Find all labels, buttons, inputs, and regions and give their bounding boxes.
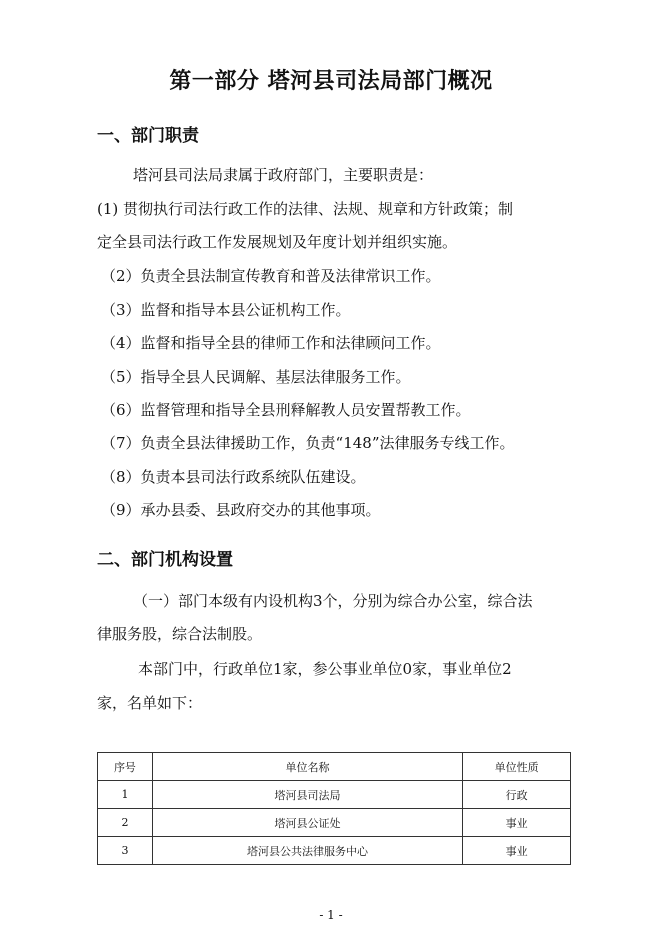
duty-item-3: （3）监督和指导本县公证机构工作。 <box>101 301 351 319</box>
cell-index: 1 <box>98 781 153 809</box>
cell-index: 3 <box>98 837 153 865</box>
duty-item-4: （4）监督和指导全县的律师工作和法律顾问工作。 <box>101 334 441 352</box>
structure-para-2-line-2: 家，名单如下： <box>97 694 203 712</box>
duties-intro: 塔河县司法局隶属于政府部门，主要职责是： <box>133 166 434 184</box>
duty-item-2: （2）负责全县法制宣传教育和普及法律常识工作。 <box>101 267 441 285</box>
duty-1-line-1: (1) 贯彻执行司法行政工作的法律、法规、规章和方针政策；制 <box>97 200 514 218</box>
cell-unit-type: 事业 <box>463 837 571 865</box>
cell-unit-name: 塔河县公共法律服务中心 <box>152 837 462 865</box>
duty-item-7: （7）负责全县法律援助工作，负责“148”法律服务专线工作。 <box>101 434 515 452</box>
cell-unit-type: 事业 <box>463 809 571 837</box>
cell-unit-type: 行政 <box>463 781 571 809</box>
table-row <box>98 837 571 865</box>
cell-index: 2 <box>98 809 153 837</box>
cell-unit-name: 塔河县公证处 <box>152 809 462 837</box>
structure-para-2-line-1: 本部门中，行政单位1家，参公事业单位0家，事业单位2 <box>138 660 512 678</box>
page-number: - 1 - <box>319 908 343 922</box>
table-header-row <box>98 753 571 781</box>
page-title: 第一部分 塔河县司法局部门概况 <box>169 69 493 94</box>
units-table <box>97 752 571 865</box>
section-heading-structure: 二、部门机构设置 <box>97 550 233 570</box>
duty-item-9: （9）承办县委、县政府交办的其他事项。 <box>101 501 381 519</box>
section-heading-duties: 一、部门职责 <box>97 126 199 146</box>
table-row <box>98 809 571 837</box>
duty-1-line-2: 定全县司法行政工作发展规划及年度计划并组织实施。 <box>97 233 458 251</box>
table-row <box>98 781 571 809</box>
structure-para-1-line-1: （一）部门本级有内设机构3个，分别为综合办公室，综合法 <box>133 592 533 610</box>
header-index: 序号 <box>98 753 153 781</box>
cell-unit-name: 塔河县司法局 <box>152 781 462 809</box>
duty-item-6: （6）监督管理和指导全县刑释解教人员安置帮教工作。 <box>101 401 471 419</box>
structure-para-1-line-2: 律服务股，综合法制股。 <box>97 625 263 643</box>
header-unit-type: 单位性质 <box>463 753 571 781</box>
header-unit-name: 单位名称 <box>152 753 462 781</box>
duty-item-5: （5）指导全县人民调解、基层法律服务工作。 <box>101 368 411 386</box>
duty-item-8: （8）负责本县司法行政系统队伍建设。 <box>101 468 366 486</box>
